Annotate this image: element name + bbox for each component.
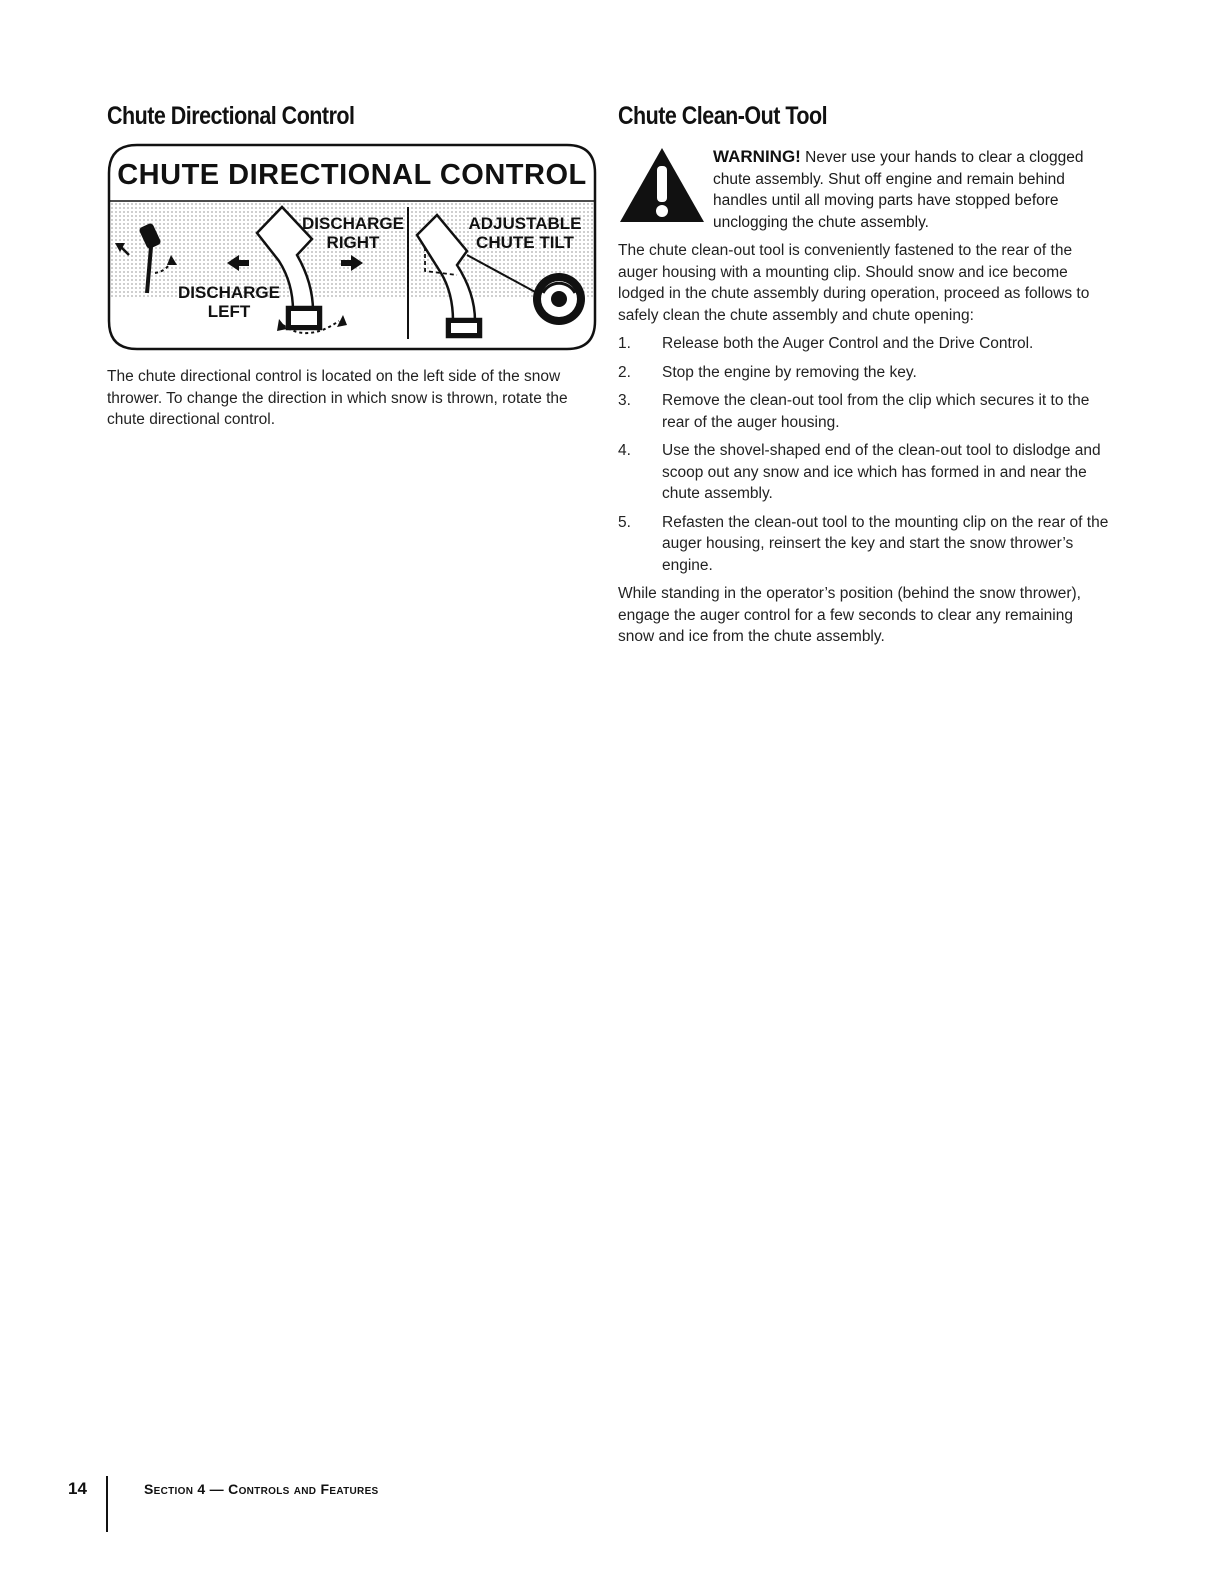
adjustable-line2: CHUTE TILT (476, 233, 574, 252)
warning-block (618, 146, 1110, 236)
step-number: 5. (618, 513, 631, 531)
warning-triangle-icon (618, 146, 706, 224)
footer-divider (106, 1476, 108, 1532)
left-paragraph: The chute directional control is located on the left side of the snow thrower. To change the direction in which snow is thrown, rotate the chute directional control. (107, 368, 568, 428)
right-closing-paragraph: While standing in the operator’s position (behind the snow thrower), engage the auger control for a few seconds to clear any remaining snow and ice from the chute assembly. (618, 585, 1081, 645)
step-text: Stop the engine by removing the key. (662, 363, 917, 381)
step-text: Refasten the clean-out tool to the mounting clip on the rear of the auger housing, reinsert the key and start the snow thrower’s engine. (662, 513, 1109, 574)
chute-directional-control-decal (107, 143, 597, 351)
tilt-knob-icon (533, 273, 585, 325)
discharge-right-line2: RIGHT (326, 233, 380, 252)
discharge-left-line1: DISCHARGE (177, 283, 281, 302)
right-section-heading: Chute Clean-Out Tool (618, 102, 828, 130)
step-text: Release both the Auger Control and the Drive Control. (662, 335, 1034, 352)
step-number: 4. (618, 442, 631, 459)
step-item (618, 512, 1110, 577)
step-text: Use the shovel-shaped end of the clean-out tool to dislodge and scoop out any snow and ice which has formed in and near the chute assembly. (662, 442, 1101, 502)
discharge-right-line1: DISCHARGE (301, 214, 405, 233)
step-item (618, 440, 1110, 505)
step-number: 3. (618, 392, 631, 409)
adjustable-line1: ADJUSTABLE (468, 214, 582, 233)
warning-text: Never use your hands to clear a clogged chute assembly. Shut off engine and remain behind handles until all moving parts have stopped before unclogging the chute assembly. (713, 149, 1084, 231)
footer-section-title: Section 4 — Controls and Features (144, 1481, 379, 1497)
decal-title: CHUTE DIRECTIONAL CONTROL (117, 159, 587, 191)
step-text: Remove the clean-out tool from the clip which secures it to the rear of the auger housing. (662, 392, 1090, 431)
step-item (618, 362, 1110, 384)
cleanout-steps-list (618, 333, 1110, 576)
step-number: 1. (618, 335, 631, 352)
left-section-heading: Chute Directional Control (107, 102, 355, 130)
step-number: 2. (618, 363, 631, 381)
discharge-left-line2: LEFT (207, 302, 251, 321)
step-item (618, 333, 1110, 355)
step-item (618, 390, 1110, 433)
page-number: 14 (68, 1479, 87, 1498)
warning-label: WARNING! (713, 147, 801, 166)
page-footer (68, 1476, 568, 1536)
right-intro-paragraph: The chute clean-out tool is conveniently fastened to the rear of the auger housing with a mounting clip. Should snow and ice become lodged in the chute assembly during operation, proceed as follows to safely clean the chute assembly and chute opening: (618, 242, 1090, 324)
